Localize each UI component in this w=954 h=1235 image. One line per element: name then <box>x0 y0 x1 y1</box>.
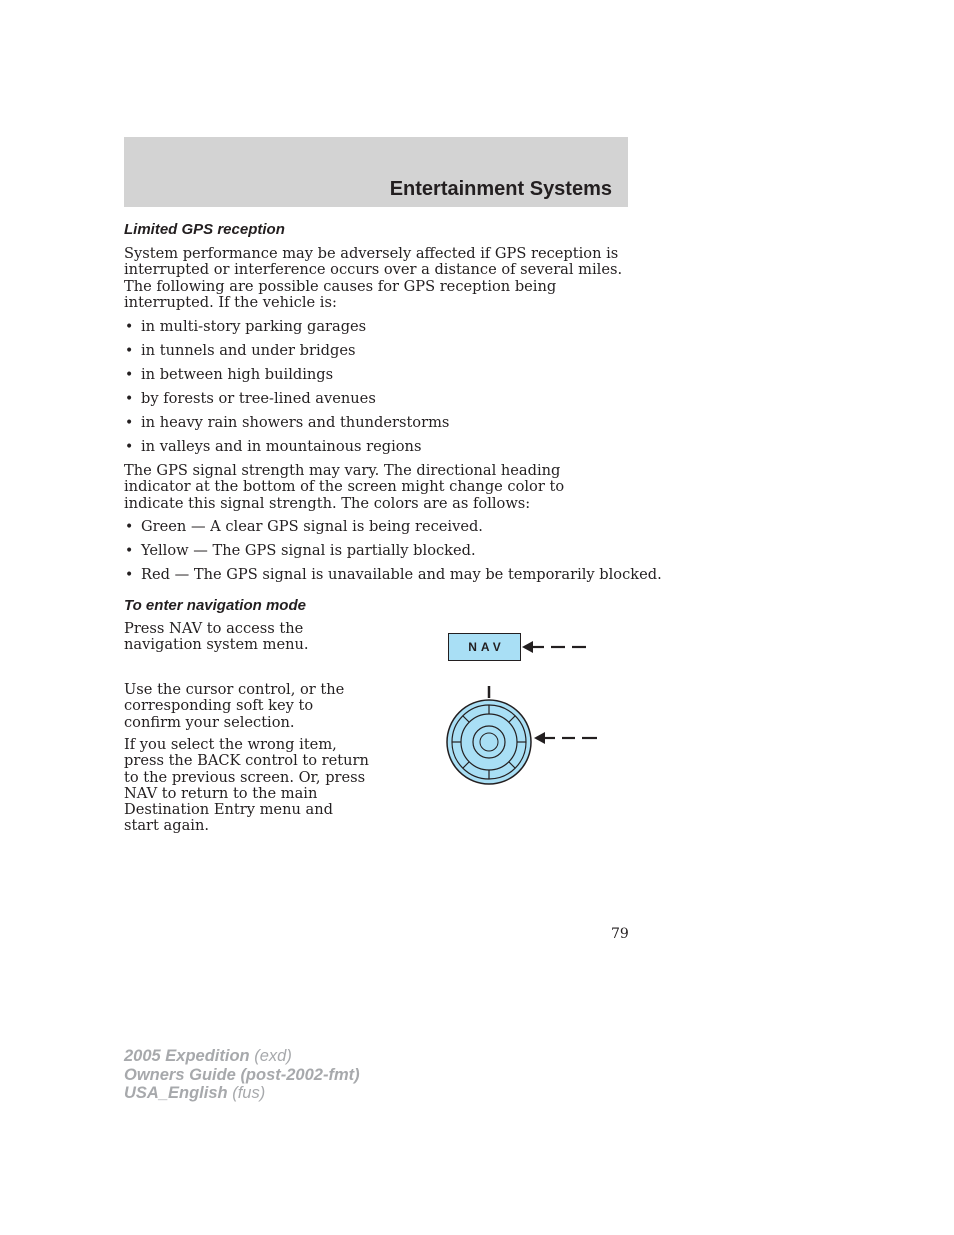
page-number: 79 <box>611 926 629 942</box>
section-title: Entertainment Systems <box>389 178 612 200</box>
signal-colors-list <box>124 518 662 591</box>
nav-arrow-icon <box>522 641 586 653</box>
nav-controls-diagram <box>430 625 610 795</box>
section-header-band <box>124 137 628 207</box>
cursor-control-knob-icon <box>447 700 531 784</box>
wrong-item-paragraph: If you select the wrong item, press the BACK control to return to the previous screen. Or, press NAV to return to the main Destination Entry menu and start again. <box>124 736 369 835</box>
gps-intro-paragraph: System performance may be adversely affected if GPS reception is interrupted or interference occurs over a distance of several miles. The following are possible causes for GPS reception being interrupted. If the vehicle is: <box>124 245 623 311</box>
footer-line-3: USA_English (fus) <box>124 1084 266 1102</box>
enter-navigation-heading: To enter navigation mode <box>124 597 306 614</box>
knob-arrow-icon <box>534 732 597 744</box>
nav-button-illustration: NAV <box>448 633 521 661</box>
limited-gps-heading: Limited GPS reception <box>124 221 285 238</box>
footer-line-2: Owners Guide (post-2002-fmt) <box>124 1065 360 1084</box>
cursor-control-paragraph: Use the cursor control, or the corresponding soft key to confirm your selection. <box>124 681 345 731</box>
signal-strength-paragraph: The GPS signal strength may vary. The directional heading indicator at the bottom of the screen might change color to indicate this signal strength. The colors are as follows: <box>124 462 565 512</box>
list-item: • in between high buildings <box>125 365 334 383</box>
list-item: • by forests or tree-lined avenues <box>125 389 376 407</box>
list-item: • Yellow — The GPS signal is partially blocked. <box>125 541 476 559</box>
list-item: • Green — A clear GPS signal is being received. <box>125 518 483 535</box>
press-nav-paragraph: Press NAV to access the navigation system menu. <box>124 620 309 654</box>
footer-line-1: 2005 Expedition (exd) <box>124 1047 292 1065</box>
document-footer <box>124 1047 360 1103</box>
list-item: • in heavy rain showers and thunderstorms <box>125 413 450 431</box>
list-item: • Red — The GPS signal is unavailable and may be temporarily blocked. <box>125 565 662 583</box>
list-item: • in valleys and in mountainous regions <box>125 437 422 455</box>
gps-causes-list <box>124 319 628 463</box>
list-item: • in tunnels and under bridges <box>125 341 356 359</box>
list-item: • in multi-story parking garages <box>125 318 367 335</box>
